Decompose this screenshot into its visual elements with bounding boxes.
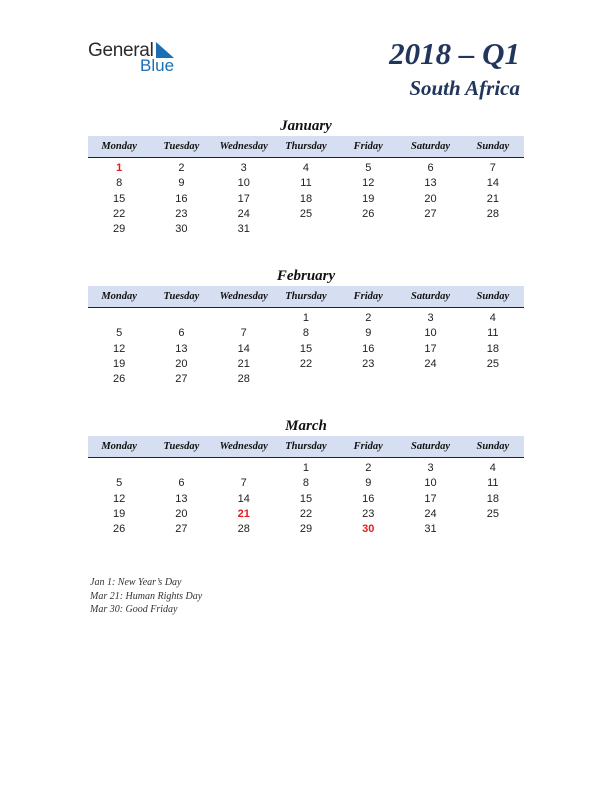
day-cell: 2 xyxy=(178,162,185,174)
day-cell: 7 xyxy=(489,162,496,174)
week-row xyxy=(88,476,524,491)
week-row xyxy=(88,161,524,176)
day-cell: 17 xyxy=(424,492,437,505)
day-cell: 14 xyxy=(237,492,250,505)
day-cell: 22 xyxy=(299,357,313,370)
week-row xyxy=(88,507,524,522)
day-cell: 27 xyxy=(424,207,437,220)
weekday-label: Wednesday xyxy=(219,441,268,452)
day-cell xyxy=(213,461,275,476)
weekday-label: Friday xyxy=(353,441,383,452)
week-row xyxy=(88,192,524,207)
logo-blue-text: Blue xyxy=(140,56,175,75)
week-row xyxy=(88,326,524,341)
day-cell: 16 xyxy=(362,492,375,505)
day-cell: 20 xyxy=(175,357,188,370)
week-row xyxy=(88,207,524,222)
day-cell: 27 xyxy=(175,373,188,386)
logo xyxy=(88,40,198,80)
weekday-label: Monday xyxy=(101,141,137,152)
day-cell: 23 xyxy=(175,207,188,220)
day-cell: 5 xyxy=(365,162,372,174)
day-cell: 11 xyxy=(300,177,312,190)
day-cell: 10 xyxy=(424,477,437,490)
day-cell: 15 xyxy=(299,342,313,355)
day-cell: 12 xyxy=(113,492,126,505)
month-february xyxy=(88,266,524,387)
day-cell: 31 xyxy=(424,523,437,536)
weekday-label: Sunday xyxy=(476,141,510,152)
day-cell: 28 xyxy=(486,207,499,220)
day-cell xyxy=(462,522,524,537)
holiday-note: Mar 21: Human Rights Day xyxy=(90,590,203,602)
weekday-label: Wednesday xyxy=(219,141,268,152)
day-cell: 17 xyxy=(237,192,250,205)
day-cell: 24 xyxy=(424,507,437,520)
week-row xyxy=(88,222,524,237)
day-cell xyxy=(275,222,337,237)
day-cell: 30 xyxy=(362,523,375,536)
page-title: 2018 – Q1 xyxy=(389,36,520,71)
day-cell: 2 xyxy=(365,312,372,324)
weekday-label: Friday xyxy=(353,291,383,302)
day-cell xyxy=(150,461,212,476)
day-cell: 7 xyxy=(240,477,247,490)
week-rows xyxy=(88,161,524,237)
day-cell: 19 xyxy=(362,192,375,205)
day-cell: 7 xyxy=(240,327,247,340)
day-cell: 25 xyxy=(486,507,499,520)
day-cell: 24 xyxy=(424,357,437,370)
day-cell: 1 xyxy=(302,462,310,474)
day-cell: 4 xyxy=(302,162,310,174)
day-cell: 3 xyxy=(240,162,247,174)
day-cell: 14 xyxy=(486,177,499,190)
day-cell xyxy=(399,372,461,387)
week-row xyxy=(88,357,524,372)
week-row xyxy=(88,342,524,357)
day-cell: 19 xyxy=(113,357,126,370)
day-cell: 21 xyxy=(486,192,499,205)
day-cell: 19 xyxy=(113,507,126,520)
day-cell: 28 xyxy=(237,373,250,386)
day-cell: 9 xyxy=(365,477,372,490)
day-cell: 9 xyxy=(365,327,372,340)
day-cell: 18 xyxy=(486,492,499,505)
day-cell: 29 xyxy=(299,523,313,536)
weekday-label: Tuesday xyxy=(163,291,200,302)
day-cell: 26 xyxy=(362,207,375,220)
week-row xyxy=(88,311,524,326)
day-cell: 27 xyxy=(175,523,188,536)
day-cell: 3 xyxy=(427,312,434,324)
day-cell: 4 xyxy=(489,312,496,324)
day-cell: 9 xyxy=(178,177,185,190)
day-cell: 16 xyxy=(175,192,188,205)
day-cell: 15 xyxy=(113,192,126,205)
month-march xyxy=(88,416,524,537)
day-cell xyxy=(213,311,275,326)
holiday-note: Mar 30: Good Friday xyxy=(90,604,178,615)
day-cell: 6 xyxy=(178,477,185,490)
month-title: March xyxy=(285,418,327,434)
weekday-label: Wednesday xyxy=(219,291,268,302)
day-cell: 1 xyxy=(116,162,123,174)
day-cell: 3 xyxy=(427,462,434,474)
day-cell: 16 xyxy=(362,342,375,355)
day-cell: 8 xyxy=(302,477,310,490)
day-cell xyxy=(88,461,150,476)
day-cell: 11 xyxy=(487,327,499,340)
day-cell: 20 xyxy=(424,192,437,205)
day-cell: 25 xyxy=(486,357,499,370)
day-cell: 31 xyxy=(237,223,250,236)
weekday-label: Saturday xyxy=(411,441,451,452)
day-cell: 18 xyxy=(486,342,499,355)
week-row xyxy=(88,176,524,191)
weekday-label: Thursday xyxy=(285,291,327,302)
day-cell xyxy=(275,372,337,387)
day-cell xyxy=(88,311,150,326)
country-subtitle: South Africa xyxy=(409,76,520,100)
weekday-label: Friday xyxy=(353,141,383,152)
weekday-header xyxy=(88,286,524,308)
day-cell: 5 xyxy=(116,477,123,490)
day-cell: 4 xyxy=(489,462,496,474)
day-cell: 22 xyxy=(113,207,126,220)
day-cell xyxy=(399,222,461,237)
day-cell: 22 xyxy=(299,507,313,520)
day-cell: 25 xyxy=(299,207,313,220)
day-cell: 28 xyxy=(237,523,250,536)
month-title: February xyxy=(276,268,336,284)
day-cell xyxy=(337,372,399,387)
day-cell: 12 xyxy=(113,342,126,355)
holiday-list xyxy=(90,576,202,617)
day-cell: 15 xyxy=(299,492,313,505)
day-cell: 29 xyxy=(113,223,126,236)
day-cell xyxy=(337,222,399,237)
weekday-label: Tuesday xyxy=(163,141,200,152)
weekday-header xyxy=(88,436,524,458)
day-cell: 13 xyxy=(424,177,437,190)
day-cell: 10 xyxy=(424,327,437,340)
weekday-label: Sunday xyxy=(476,291,510,302)
week-row xyxy=(88,372,524,387)
month-title: January xyxy=(280,118,332,134)
day-cell: 26 xyxy=(113,373,126,386)
weekday-label: Thursday xyxy=(285,141,327,152)
month-january xyxy=(88,116,524,237)
day-cell xyxy=(150,311,212,326)
holiday-note: Jan 1: New Year’s Day xyxy=(90,577,182,588)
day-cell: 6 xyxy=(427,162,434,174)
day-cell: 2 xyxy=(365,462,372,474)
day-cell: 17 xyxy=(424,342,437,355)
weekday-label: Tuesday xyxy=(163,441,200,452)
day-cell: 24 xyxy=(237,207,250,220)
weekday-label: Saturday xyxy=(411,141,451,152)
day-cell: 21 xyxy=(237,357,250,370)
day-cell: 13 xyxy=(175,492,188,505)
weekday-label: Thursday xyxy=(285,441,327,452)
day-cell xyxy=(462,372,524,387)
day-cell: 14 xyxy=(237,342,250,355)
day-cell: 12 xyxy=(362,177,375,190)
day-cell: 23 xyxy=(362,357,375,370)
weekday-label: Saturday xyxy=(411,291,451,302)
day-cell: 8 xyxy=(302,327,310,340)
day-cell: 13 xyxy=(175,342,188,355)
day-cell: 18 xyxy=(299,192,313,205)
day-cell: 26 xyxy=(113,523,126,536)
day-cell: 21 xyxy=(237,507,250,520)
day-cell: 5 xyxy=(116,327,123,340)
day-cell: 1 xyxy=(302,312,310,324)
day-cell: 20 xyxy=(175,507,188,520)
week-rows xyxy=(88,311,524,387)
weekday-label: Monday xyxy=(101,291,137,302)
week-row xyxy=(88,522,524,537)
weekday-label: Monday xyxy=(101,441,137,452)
day-cell xyxy=(462,222,524,237)
day-cell: 30 xyxy=(175,223,188,236)
week-rows xyxy=(88,461,524,537)
day-cell: 6 xyxy=(178,327,185,340)
week-row xyxy=(88,461,524,476)
weekday-label: Sunday xyxy=(476,441,510,452)
day-cell: 11 xyxy=(487,477,499,490)
day-cell: 10 xyxy=(237,177,250,190)
day-cell: 8 xyxy=(116,177,123,190)
weekday-header xyxy=(88,136,524,158)
logo-general-text: General xyxy=(88,40,154,61)
day-cell: 23 xyxy=(362,507,375,520)
week-row xyxy=(88,492,524,507)
